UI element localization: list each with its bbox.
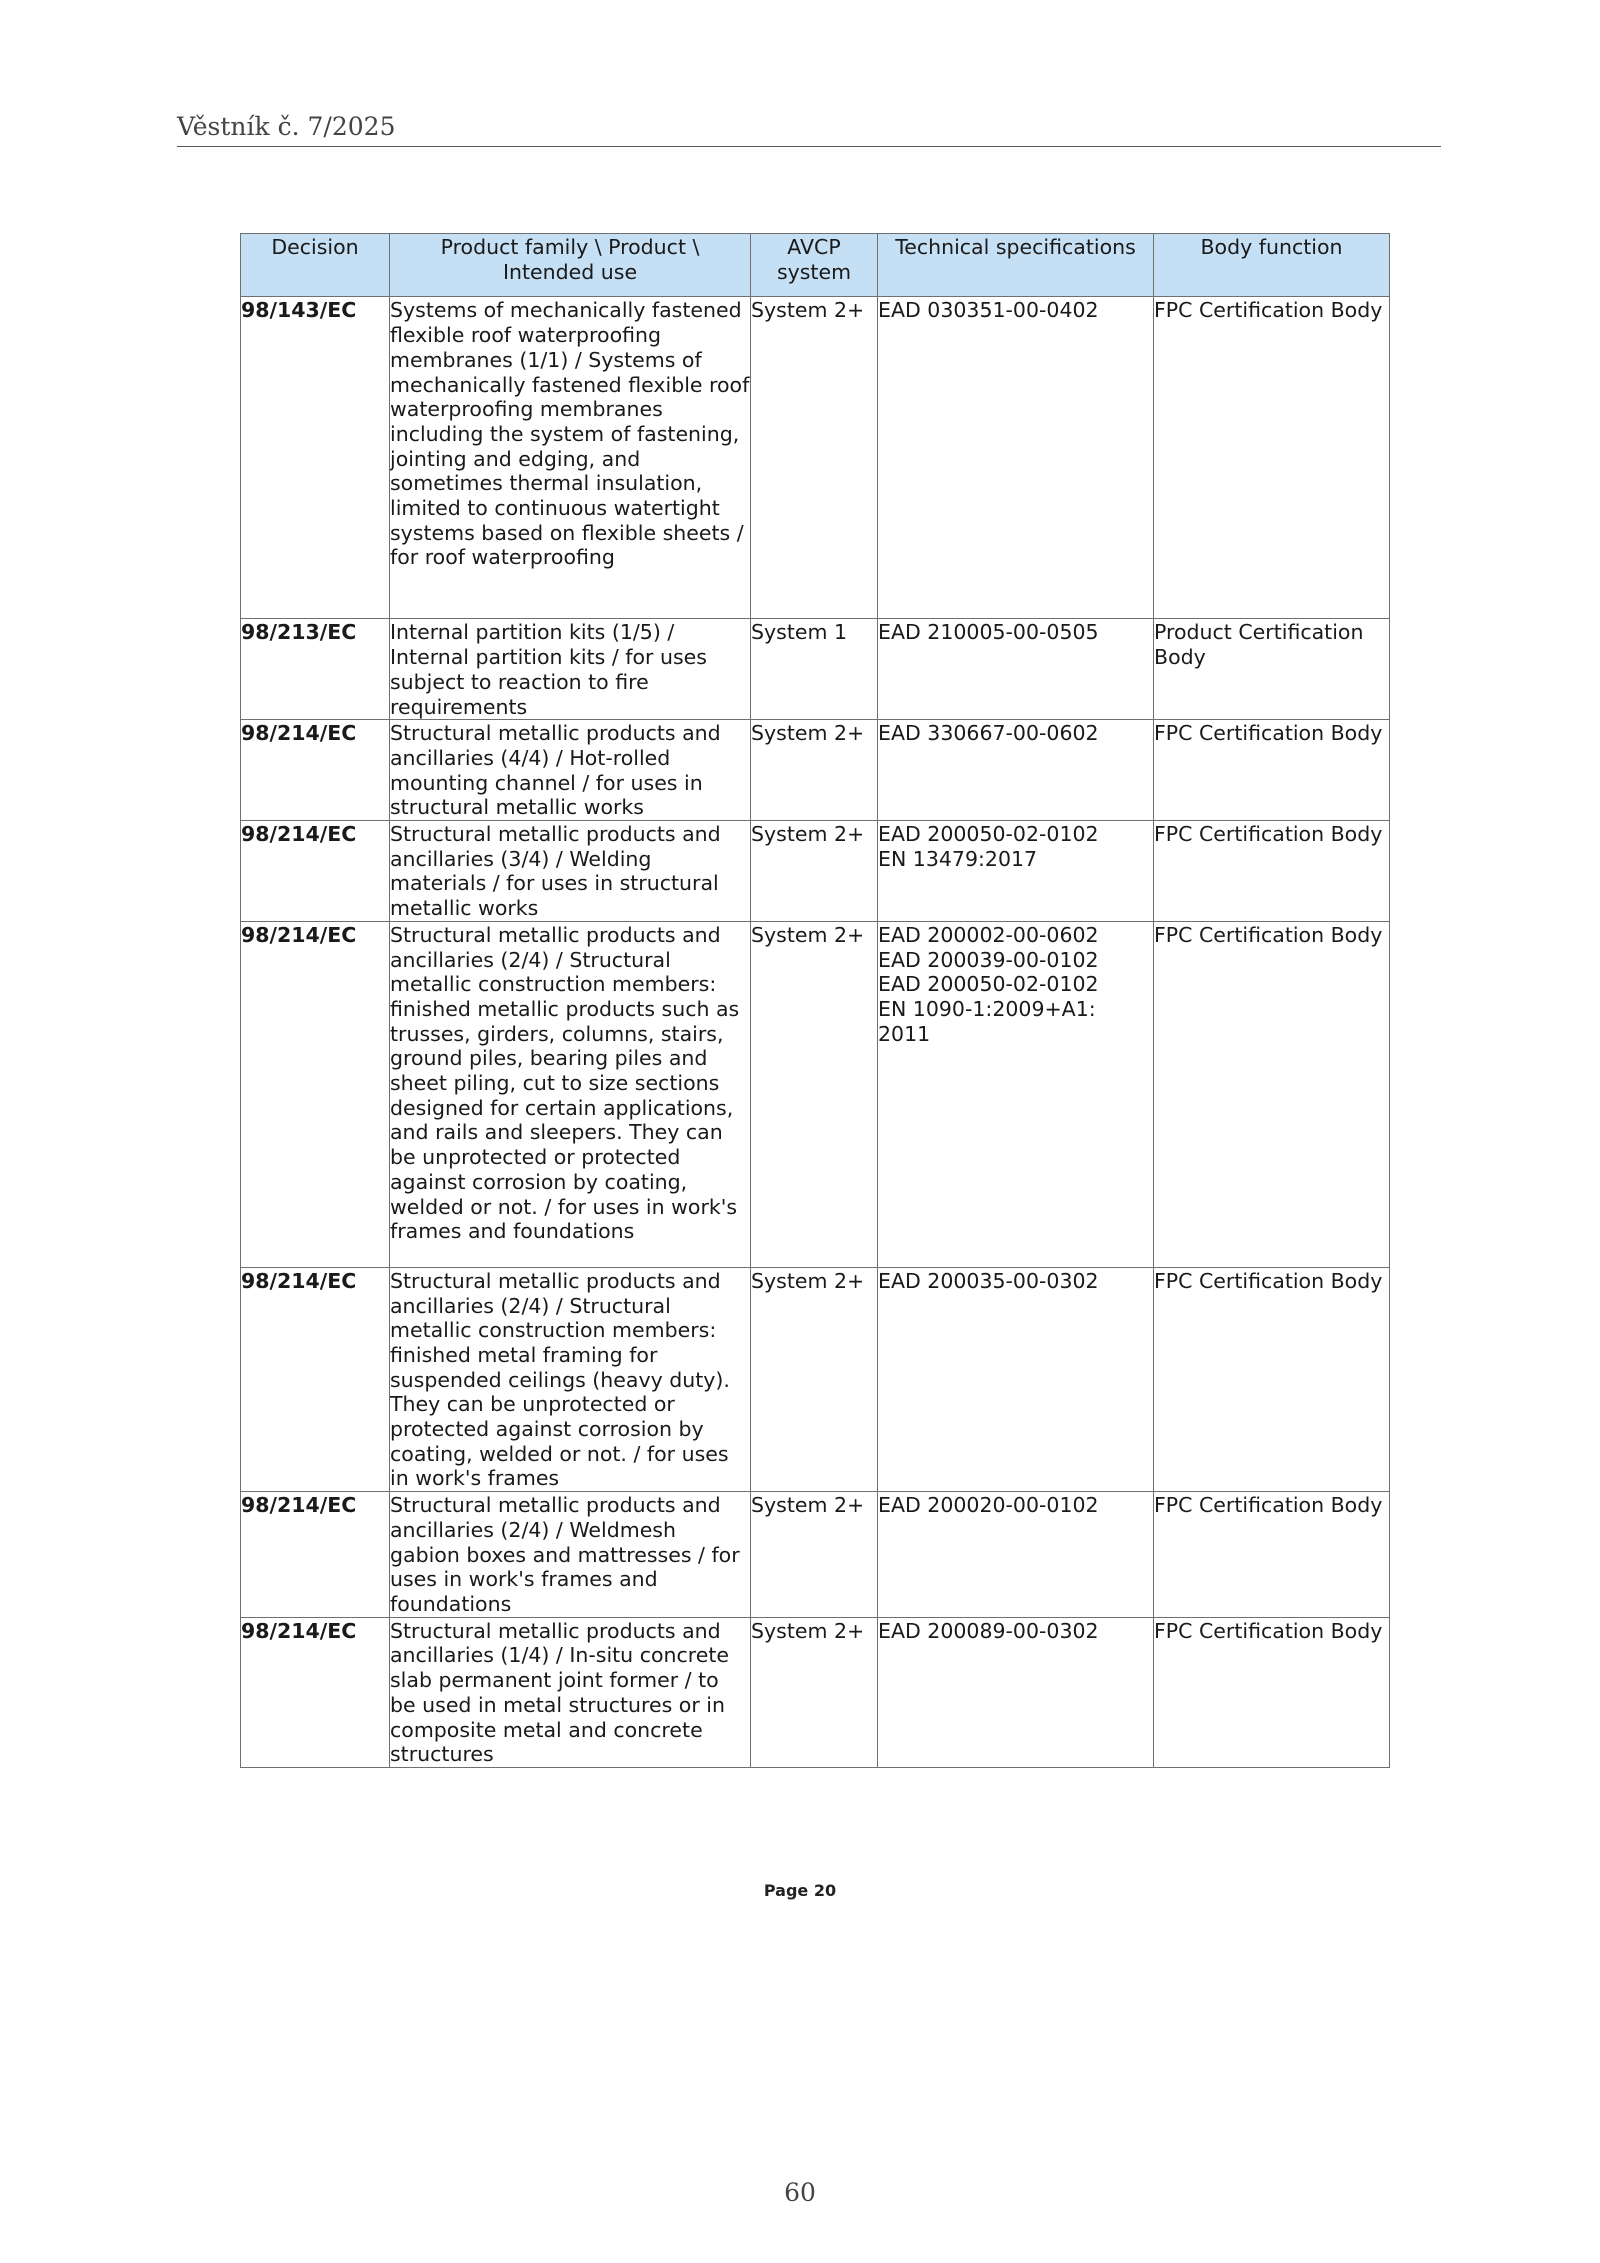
specs-cell (878, 720, 1154, 821)
spec-line: EAD 200050-02-0102 (878, 972, 1099, 997)
spec-line: EAD 200020-00-0102 (878, 1493, 1099, 1518)
product-cell: Structural metallic products and ancillaries (1/4) / In-situ concrete slab permanent joint former / to be used in metal structures or in composite metal and concrete structures (390, 1617, 751, 1767)
avcp-cell: System 2+ (751, 821, 878, 922)
column-header-avcp: AVCP system (751, 234, 878, 297)
table-row (241, 720, 1390, 821)
table-row (241, 1617, 1390, 1767)
table-row (241, 1492, 1390, 1618)
decision-cell: 98/214/EC (241, 1267, 390, 1491)
table-row (241, 297, 1390, 619)
body-cell: Product Certification Body (1154, 619, 1390, 720)
gazette-header-title: Věstník č. 7/2025 (177, 112, 396, 141)
spec-line: EN 1090-1:2009+A1: 2011 (878, 996, 1096, 1046)
body-cell: FPC Certification Body (1154, 720, 1390, 821)
table-row (241, 1267, 1390, 1491)
body-cell: FPC Certification Body (1154, 1492, 1390, 1618)
avcp-cell: System 2+ (751, 1267, 878, 1491)
specs-cell (878, 821, 1154, 922)
table-row (241, 921, 1390, 1267)
specs-cell (878, 1492, 1154, 1618)
spec-line: EAD 030351-00-0402 (878, 298, 1099, 323)
product-cell: Structural metallic products and ancillaries (2/4) / Weldmesh gabion boxes and mattresses / for uses in work's frames and foundations (390, 1492, 751, 1618)
table-header-row (241, 234, 1390, 297)
spec-line: EAD 330667-00-0602 (878, 721, 1099, 746)
inner-page-label: Page 20 (763, 1881, 837, 1900)
spec-line: EAD 200002-00-0602 (878, 922, 1099, 947)
decision-cell: 98/143/EC (241, 297, 390, 619)
body-cell: FPC Certification Body (1154, 921, 1390, 1267)
column-header-product: Product family \ Product \ Intended use (390, 234, 751, 297)
product-cell: Internal partition kits (1/5) / Internal partition kits / for uses subject to reaction to fire requirements (390, 619, 751, 720)
spec-line: EAD 200039-00-0102 (878, 947, 1099, 972)
specs-cell (878, 921, 1154, 1267)
avcp-cell: System 2+ (751, 297, 878, 619)
spec-line: EAD 200050-02-0102 (878, 822, 1099, 847)
body-cell: FPC Certification Body (1154, 297, 1390, 619)
column-header-body: Body function (1154, 234, 1390, 297)
decisions-table (240, 233, 1390, 1768)
table-row (241, 619, 1390, 720)
header-divider (177, 146, 1441, 147)
avcp-cell: System 2+ (751, 921, 878, 1267)
decision-cell: 98/214/EC (241, 1492, 390, 1618)
avcp-cell: System 2+ (751, 1492, 878, 1618)
page-number: 60 (784, 2178, 816, 2207)
product-cell: Structural metallic products and ancillaries (4/4) / Hot-rolled mounting channel / for uses in structural metallic works (390, 720, 751, 821)
decision-cell: 98/214/EC (241, 821, 390, 922)
table-row (241, 821, 1390, 922)
specs-cell (878, 297, 1154, 619)
decision-cell: 98/214/EC (241, 921, 390, 1267)
spec-line: EAD 200089-00-0302 (878, 1618, 1099, 1643)
body-cell: FPC Certification Body (1154, 1267, 1390, 1491)
spec-line: EAD 200035-00-0302 (878, 1268, 1099, 1293)
spec-line: EN 13479:2017 (878, 846, 1038, 871)
product-cell: Structural metallic products and ancillaries (2/4) / Structural metallic construction members: finished metal framing for suspended ceilings (heavy duty). They can be unprotected or protected against corrosion by coating, welded or not. / for uses in work's frames (390, 1267, 751, 1491)
specs-cell (878, 619, 1154, 720)
avcp-cell: System 1 (751, 619, 878, 720)
specs-cell (878, 1617, 1154, 1767)
product-cell: Systems of mechanically fastened flexible roof waterproofing membranes (1/1) / Systems of mechanically fastened flexible roof waterproofing membranes including the system of fastening, jointing and edging, and sometimes thermal insulation, limited to continuous watertight systems based on flexible sheets / for roof waterproofing (390, 297, 751, 619)
column-header-specs: Technical specifications (878, 234, 1154, 297)
decision-cell: 98/214/EC (241, 720, 390, 821)
body-cell: FPC Certification Body (1154, 821, 1390, 922)
decision-cell: 98/214/EC (241, 1617, 390, 1767)
product-cell: Structural metallic products and ancillaries (2/4) / Structural metallic construction members: finished metallic products such as trusses, girders, columns, stairs, ground piles, bearing piles and sheet piling, cut to size sections designed for certain applications, and rails and sleepers. They can be unprotected or protected against corrosion by coating, welded or not. / for uses in work's frames and foundations (390, 921, 751, 1267)
avcp-cell: System 2+ (751, 720, 878, 821)
spec-line: EAD 210005-00-0505 (878, 620, 1099, 645)
body-cell: FPC Certification Body (1154, 1617, 1390, 1767)
column-header-decision: Decision (241, 234, 390, 297)
product-cell: Structural metallic products and ancillaries (3/4) / Welding materials / for uses in structural metallic works (390, 821, 751, 922)
avcp-cell: System 2+ (751, 1617, 878, 1767)
specs-cell (878, 1267, 1154, 1491)
decision-cell: 98/213/EC (241, 619, 390, 720)
